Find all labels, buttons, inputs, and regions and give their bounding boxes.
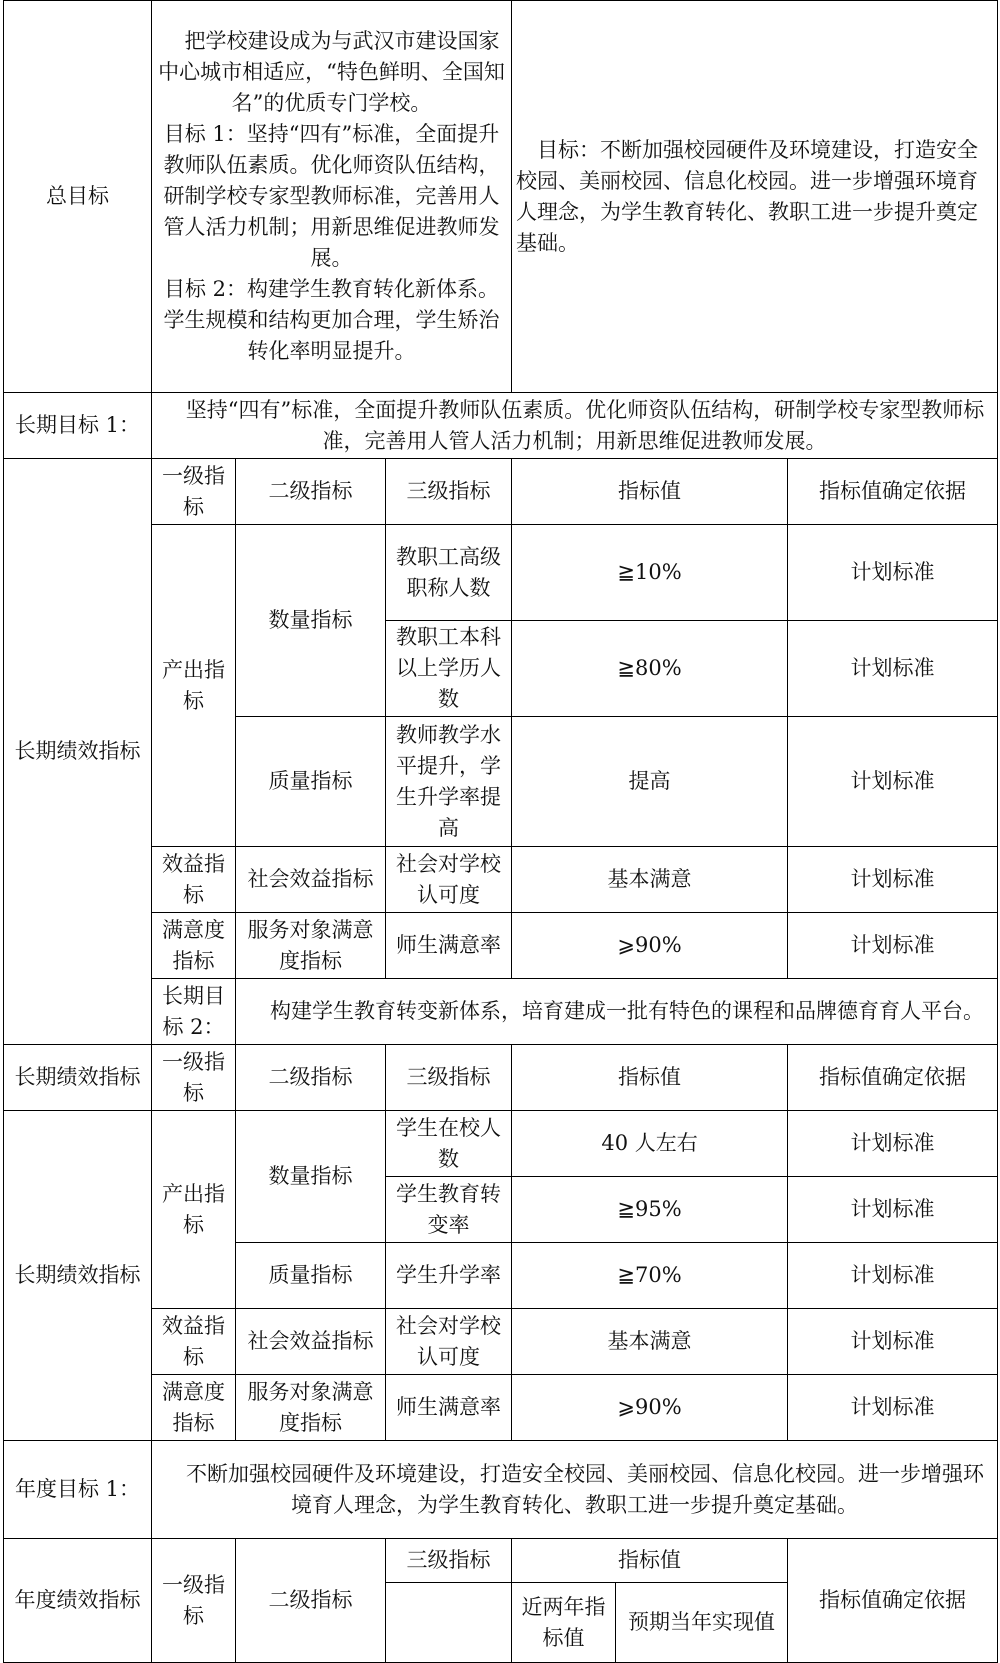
lt2-row-1-l3: 学生在校人数 — [386, 1111, 512, 1177]
lt2-header-basis: 指标值确定依据 — [788, 1045, 998, 1111]
lt1-output-label: 产出指标 — [152, 525, 236, 847]
lt1-row-2-basis: 计划标准 — [788, 621, 998, 717]
lt2-quantity-label: 数量指标 — [236, 1111, 386, 1243]
long-term-goal-1-label: 长期目标 1： — [4, 393, 152, 459]
annual-goal-1-label: 年度目标 1： — [4, 1441, 152, 1539]
annual-section-label: 年度绩效指标 — [4, 1539, 152, 1663]
annual-header-l3: 三级指标 — [386, 1539, 512, 1583]
long-term-goal-2-label: 长期目标 2： — [152, 979, 236, 1045]
lt2-header-row — [4, 1045, 998, 1111]
lt1-service-label: 服务对象满意度指标 — [236, 913, 386, 979]
overall-goal-label: 总目标 — [4, 1, 152, 393]
lt2-section-label-head: 长期绩效指标 — [4, 1045, 152, 1111]
lt1-header-l1: 一级指标 — [152, 459, 236, 525]
lt1-header-l2: 二级指标 — [236, 459, 386, 525]
lt1-quantity-label: 数量指标 — [236, 525, 386, 717]
lt1-row-5 — [4, 913, 998, 979]
lt2-row-4-value: 基本满意 — [512, 1309, 788, 1375]
lt1-row-3-l3: 教师教学水平提升，学生升学率提高 — [386, 717, 512, 847]
lt1-row-5-l3: 师生满意率 — [386, 913, 512, 979]
overall-goal-right — [512, 1, 998, 393]
lt2-quality-label: 质量指标 — [236, 1243, 386, 1309]
overall-goal-row — [4, 1, 998, 393]
lt1-row-4-value: 基本满意 — [512, 847, 788, 913]
lt2-row-1-value: 40 人左右 — [512, 1111, 788, 1177]
lt2-satisfaction-label: 满意度指标 — [152, 1375, 236, 1441]
long-term-goal-1-text — [152, 393, 998, 459]
lt2-benefit-label: 效益指标 — [152, 1309, 236, 1375]
annual-header-l2: 二级指标 — [236, 1539, 386, 1663]
lt1-row-4-basis: 计划标准 — [788, 847, 998, 913]
lt1-row-2-value: ≧80% — [512, 621, 788, 717]
lt1-header-basis: 指标值确定依据 — [788, 459, 998, 525]
lt1-benefit-label: 效益指标 — [152, 847, 236, 913]
annual-header-l1: 一级指标 — [152, 1539, 236, 1663]
lt2-row-3-value: ≧70% — [512, 1243, 788, 1309]
lt2-section-label: 长期绩效指标 — [4, 1111, 152, 1441]
overall-goal-text-1: 把学校建设成为与武汉市建设国家中心城市相适应，“特色鲜明、全国知名”的优质专门学校。 — [158, 29, 505, 115]
lt1-row-1-basis: 计划标准 — [788, 525, 998, 621]
lt2-service-label: 服务对象满意度指标 — [236, 1375, 386, 1441]
lt2-row-4 — [4, 1309, 998, 1375]
lt2-row-4-l3: 社会对学校认可度 — [386, 1309, 512, 1375]
annual-header-recent: 近两年指标值 — [512, 1583, 616, 1663]
long-term-goal-1-text-content: 坚持“四有”标准，全面提升教师队伍素质。优化师资队伍结构，研制学校专家型教师标准，完善用人管人活力机制；用新思维促进教师发展。 — [185, 397, 985, 453]
lt2-row-2-basis: 计划标准 — [788, 1177, 998, 1243]
lt1-row-1-l3: 教职工高级职称人数 — [386, 525, 512, 621]
overall-goal-right-text: 目标：不断加强校园硬件及环境建设，打造安全校园、美丽校园、信息化校园。进一步增强环境育人理念，为学生教育转化、教职工进一步提升奠定基础。 — [516, 137, 979, 255]
lt1-quality-label: 质量指标 — [236, 717, 386, 847]
lt2-row-3-l3: 学生升学率 — [386, 1243, 512, 1309]
lt1-social-label: 社会效益指标 — [236, 847, 386, 913]
lt1-row-4 — [4, 847, 998, 913]
annual-header-basis: 指标值确定依据 — [788, 1539, 998, 1663]
annual-header-expected: 预期当年实现值 — [616, 1583, 788, 1663]
lt1-header-l3: 三级指标 — [386, 459, 512, 525]
overall-goal-text-3: 目标 2：构建学生教育转化新体系。学生规模和结构更加合理，学生矫治转化率明显提升。 — [163, 277, 500, 363]
annual-goal-1-text-content: 不断加强校园硬件及环境建设，打造安全校园、美丽校园、信息化校园。进一步增强环境育人理念，为学生教育转化、教职工进一步提升奠定基础。 — [186, 1461, 985, 1517]
lt1-header-value: 指标值 — [512, 459, 788, 525]
lt1-section-label: 长期绩效指标 — [4, 459, 152, 1045]
lt1-row-3-value: 提高 — [512, 717, 788, 847]
lt1-row-4-l3: 社会对学校认可度 — [386, 847, 512, 913]
lt2-header-l3: 三级指标 — [386, 1045, 512, 1111]
lt2-row-5-basis: 计划标准 — [788, 1375, 998, 1441]
lt2-row-4-basis: 计划标准 — [788, 1309, 998, 1375]
overall-goal-text-2: 目标 1：坚持“四有”标准，全面提升教师队伍素质。优化师资队伍结构，研制学校专家型教师标准，完善用人管人活力机制；用新思维促进教师发展。 — [163, 122, 500, 270]
lt2-row-5-l3: 师生满意率 — [386, 1375, 512, 1441]
lt2-row-2-l3: 学生教育转变率 — [386, 1177, 512, 1243]
lt1-row-1-value: ≧10% — [512, 525, 788, 621]
lt1-header-row — [4, 459, 998, 525]
lt2-row-1 — [4, 1111, 998, 1177]
performance-table — [3, 0, 998, 1663]
long-term-goal-2-text-content: 构建学生教育转变新体系，培育建成一批有特色的课程和品牌德育育人平台。 — [270, 999, 985, 1023]
lt2-output-label: 产出指标 — [152, 1111, 236, 1309]
lt1-row-3-basis: 计划标准 — [788, 717, 998, 847]
annual-goal-1-row — [4, 1441, 998, 1539]
lt2-header-l2: 二级指标 — [236, 1045, 386, 1111]
lt2-row-5 — [4, 1375, 998, 1441]
lt2-row-3-basis: 计划标准 — [788, 1243, 998, 1309]
overall-goal-left — [152, 1, 512, 393]
lt2-row-1-basis: 计划标准 — [788, 1111, 998, 1177]
lt1-row-5-basis: 计划标准 — [788, 913, 998, 979]
lt1-row-2-l3: 教职工本科以上学历人数 — [386, 621, 512, 717]
lt2-header-l1: 一级指标 — [152, 1045, 236, 1111]
annual-header-row-1 — [4, 1539, 998, 1583]
lt1-row-1 — [4, 525, 998, 621]
long-term-goal-1-row — [4, 393, 998, 459]
lt2-row-2-value: ≧95% — [512, 1177, 788, 1243]
long-term-goal-2-text — [236, 979, 998, 1045]
lt2-row-5-value: ⩾90% — [512, 1375, 788, 1441]
annual-header-value: 指标值 — [512, 1539, 788, 1583]
lt1-satisfaction-label: 满意度指标 — [152, 913, 236, 979]
lt2-header-value: 指标值 — [512, 1045, 788, 1111]
long-term-goal-2-row — [4, 979, 998, 1045]
annual-header-l3-blank — [386, 1583, 512, 1663]
lt2-social-label: 社会效益指标 — [236, 1309, 386, 1375]
lt1-row-5-value: ⩾90% — [512, 913, 788, 979]
annual-goal-1-text — [152, 1441, 998, 1539]
